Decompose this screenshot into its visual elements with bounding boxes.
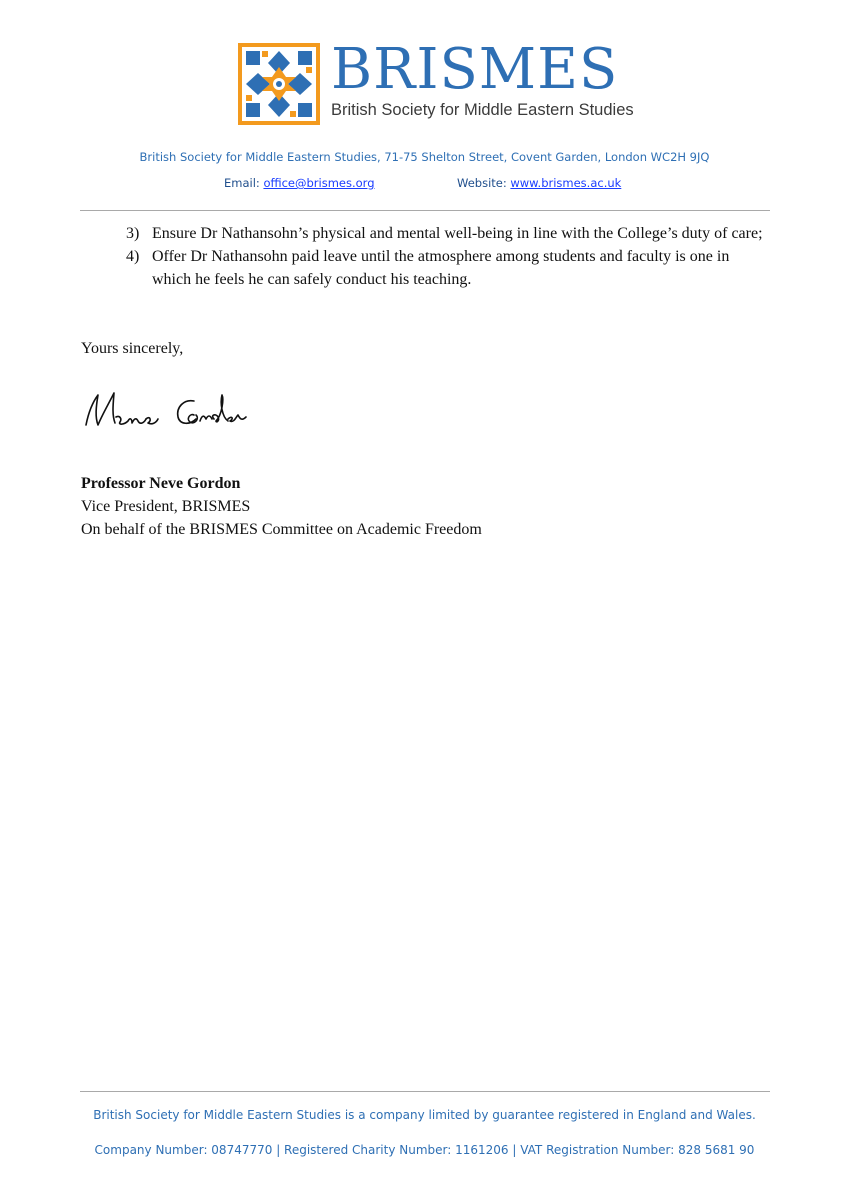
- list-item-number: 4): [126, 248, 140, 265]
- letterhead-logo: [238, 37, 634, 125]
- handwritten-signature: [82, 385, 282, 435]
- brismes-logo-icon: [238, 43, 320, 125]
- list-item-number: 3): [126, 225, 140, 242]
- list-item: [126, 245, 772, 291]
- email-link[interactable]: office@brismes.org: [263, 176, 375, 190]
- footer-registration-numbers: Company Number: 08747770 | Registered Charity Number: 1161206 | VAT Registration Number: 828 5681 90: [94, 1143, 755, 1157]
- footer-divider: [80, 1091, 770, 1092]
- signatory-block: [81, 472, 482, 541]
- letterhead-address: British Society for Middle Eastern Studies, 71-75 Shelton Street, Covent Garden, London WC2H 9JQ: [139, 150, 710, 164]
- signatory-name: Professor Neve Gordon: [81, 475, 241, 492]
- requests-list: [126, 222, 772, 291]
- website-label: Website: [457, 176, 503, 190]
- email-contact: Email: office@brismes.org: [224, 176, 375, 190]
- website-link[interactable]: www.brismes.ac.uk: [510, 176, 622, 190]
- footer-company-statement: British Society for Middle Eastern Studies is a company limited by guarantee registered in England and Wales.: [93, 1108, 756, 1122]
- website-contact: Website: www.brismes.ac.uk: [457, 176, 622, 190]
- list-item: [126, 222, 772, 245]
- closing-salutation: Yours sincerely,: [81, 340, 184, 357]
- signatory-role: Vice President, BRISMES: [81, 498, 251, 515]
- header-divider: [80, 210, 770, 211]
- list-item-text: Offer Dr Nathansohn paid leave until the atmosphere among students and faculty is one in which he feels he can safely conduct his teaching.: [152, 248, 730, 288]
- brand-subtitle: British Society for Middle Eastern Studies: [331, 101, 634, 119]
- email-label: Email: [224, 176, 256, 190]
- list-item-text: Ensure Dr Nathansohn’s physical and mental well-being in line with the College’s duty of care;: [152, 225, 763, 242]
- signatory-organization: On behalf of the BRISMES Committee on Academic Freedom: [81, 521, 482, 538]
- brand-name: BRISMES: [331, 37, 619, 102]
